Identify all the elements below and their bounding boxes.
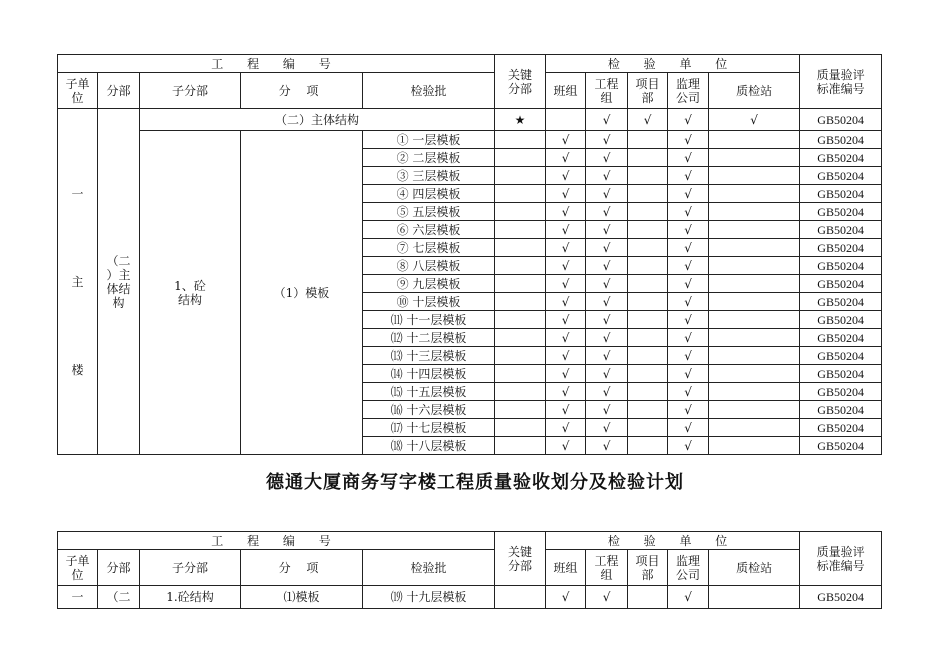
team-cell: √ [546, 329, 586, 347]
project-dept-cell [628, 221, 668, 239]
team-cell: √ [546, 185, 586, 203]
project-dept-header: 项目 部 [628, 73, 668, 109]
project-dept-cell [628, 329, 668, 347]
key-cell [495, 365, 546, 383]
project-dept-cell [628, 131, 668, 149]
supervisor-cell: √ [668, 131, 709, 149]
qc-station-cell [709, 329, 800, 347]
team-cell: √ [546, 383, 586, 401]
standard-cell: GB50204 [800, 586, 882, 609]
supervisor-cell: √ [668, 311, 709, 329]
sub-unit-char-3: 楼 [71, 362, 84, 377]
project-dept-cell [628, 311, 668, 329]
key-cell [495, 586, 546, 609]
supervisor-cell: √ [668, 365, 709, 383]
project-dept-cell [628, 275, 668, 293]
project-dept-cell [628, 437, 668, 455]
batch-cell: ⒅ 十八层模板 [363, 437, 495, 455]
inspection-table-1 [57, 54, 882, 455]
batch-cell: ⑨ 九层模板 [363, 275, 495, 293]
supervisor-cell: √ [668, 239, 709, 257]
eng-team-header: 工程 组 [586, 550, 628, 586]
sub-unit-cell [58, 109, 98, 455]
project-dept-header: 项目 部 [628, 550, 668, 586]
key-cell [495, 293, 546, 311]
batch-cell: ⒂ 十五层模板 [363, 383, 495, 401]
standard-cell: GB50204 [800, 347, 882, 365]
team-cell: √ [546, 419, 586, 437]
eng-team-cell: √ [586, 167, 628, 185]
team-header: 班组 [546, 550, 586, 586]
batch-cell: ⑤ 五层模板 [363, 203, 495, 221]
qc-station-cell [709, 347, 800, 365]
eng-team-cell: √ [586, 221, 628, 239]
eng-team-cell: √ [586, 329, 628, 347]
supervisor-cell: √ [668, 401, 709, 419]
supervisor-cell: √ [668, 167, 709, 185]
supervisor-cell: √ [668, 221, 709, 239]
sub-unit-char-1: 一 [71, 186, 84, 201]
division-cell: （二 [98, 586, 140, 609]
batch-cell: ① 一层模板 [363, 131, 495, 149]
standard-cell: GB50204 [800, 365, 882, 383]
section-standard: GB50204 [800, 109, 882, 131]
team-cell: √ [546, 149, 586, 167]
key-cell [495, 401, 546, 419]
key-cell [495, 257, 546, 275]
team-cell: √ [546, 293, 586, 311]
inspection-table-2 [57, 531, 882, 609]
sub-unit-char-2: 主 [71, 274, 84, 289]
supervisor-cell: √ [668, 329, 709, 347]
division-cell: （二 ）主 体结 构 [98, 109, 140, 455]
eng-team-cell: √ [586, 347, 628, 365]
standard-cell: GB50204 [800, 203, 882, 221]
project-dept-cell [628, 347, 668, 365]
supervisor-cell: √ [668, 257, 709, 275]
eng-team-cell: √ [586, 365, 628, 383]
standard-cell: GB50204 [800, 239, 882, 257]
project-dept-cell [628, 203, 668, 221]
eng-team-cell: √ [586, 401, 628, 419]
key-cell [495, 347, 546, 365]
item-cell: （1）模板 [241, 131, 363, 455]
team-cell: √ [546, 365, 586, 383]
supervisor-cell: √ [668, 383, 709, 401]
supervisor-cell: √ [668, 149, 709, 167]
standard-cell: GB50204 [800, 419, 882, 437]
team-cell: √ [546, 167, 586, 185]
qc-station-cell [709, 293, 800, 311]
key-cell [495, 311, 546, 329]
key-cell [495, 221, 546, 239]
key-cell [495, 275, 546, 293]
standard-cell: GB50204 [800, 329, 882, 347]
eng-team-cell: √ [586, 437, 628, 455]
qc-station-header: 质检站 [709, 550, 800, 586]
project-code-header: 工 程 编 号 [58, 532, 495, 550]
batch-cell: ⑦ 七层模板 [363, 239, 495, 257]
batch-header: 检验批 [363, 73, 495, 109]
qc-station-cell [709, 221, 800, 239]
qc-station-cell [709, 311, 800, 329]
key-subdivision-header: 关键 分部 [495, 532, 546, 586]
team-header: 班组 [546, 73, 586, 109]
standard-cell: GB50204 [800, 383, 882, 401]
team-cell: √ [546, 347, 586, 365]
batch-cell: ⑩ 十层模板 [363, 293, 495, 311]
section-project-dept: √ [628, 109, 668, 131]
eng-team-cell: √ [586, 383, 628, 401]
standard-cell: GB50204 [800, 311, 882, 329]
team-cell: √ [546, 275, 586, 293]
standard-no-header: 质量验评 标准编号 [800, 55, 882, 109]
qc-station-cell [709, 167, 800, 185]
eng-team-cell: √ [586, 257, 628, 275]
item-cell: ⑴模板 [241, 586, 363, 609]
project-dept-cell [628, 586, 668, 609]
section-label: （二）主体结构 [140, 109, 495, 131]
qc-station-cell [709, 586, 800, 609]
batch-cell: ③ 三层模板 [363, 167, 495, 185]
standard-no-header: 质量验评 标准编号 [800, 532, 882, 586]
supervisor-cell: √ [668, 419, 709, 437]
standard-cell: GB50204 [800, 185, 882, 203]
project-dept-cell [628, 239, 668, 257]
team-cell: √ [546, 311, 586, 329]
eng-team-header: 工程 组 [586, 73, 628, 109]
team-cell: √ [546, 203, 586, 221]
inspection-units-header: 检 验 单 位 [546, 55, 800, 73]
sub-unit-cell: 一 [58, 586, 98, 609]
batch-cell: ⒄ 十七层模板 [363, 419, 495, 437]
supervisor-cell: √ [668, 203, 709, 221]
qc-station-cell [709, 131, 800, 149]
project-dept-cell [628, 257, 668, 275]
eng-team-cell: √ [586, 419, 628, 437]
team-cell: √ [546, 131, 586, 149]
eng-team-cell: √ [586, 203, 628, 221]
batch-cell: ⑥ 六层模板 [363, 221, 495, 239]
batch-header: 检验批 [363, 550, 495, 586]
team-cell: √ [546, 239, 586, 257]
supervisor-cell: √ [668, 185, 709, 203]
sub-unit-header: 子单 位 [58, 550, 98, 586]
batch-cell: ④ 四层模板 [363, 185, 495, 203]
supervisor-cell: √ [668, 347, 709, 365]
document-title: 德通大厦商务写字楼工程质量验收划分及检验计划 [266, 472, 684, 493]
section-key-mark: ★ [495, 109, 546, 131]
item-header: 分 项 [241, 550, 363, 586]
eng-team-cell: √ [586, 239, 628, 257]
project-dept-cell [628, 149, 668, 167]
qc-station-cell [709, 257, 800, 275]
team-cell: √ [546, 401, 586, 419]
eng-team-cell: √ [586, 275, 628, 293]
supervisor-cell: √ [668, 293, 709, 311]
key-cell [495, 419, 546, 437]
key-cell [495, 185, 546, 203]
project-dept-cell [628, 293, 668, 311]
item-header: 分 项 [241, 73, 363, 109]
qc-station-header: 质检站 [709, 73, 800, 109]
standard-cell: GB50204 [800, 149, 882, 167]
team-cell: √ [546, 257, 586, 275]
project-dept-cell [628, 167, 668, 185]
qc-station-cell [709, 383, 800, 401]
sub-division-cell: 1、砼 结构 [140, 131, 241, 455]
qc-station-cell [709, 437, 800, 455]
project-dept-cell [628, 365, 668, 383]
section-eng-team: √ [586, 109, 628, 131]
project-dept-cell [628, 383, 668, 401]
sub-division-header: 子分部 [140, 550, 241, 586]
inspection-units-header: 检 验 单 位 [546, 532, 800, 550]
qc-station-cell [709, 419, 800, 437]
section-team [546, 109, 586, 131]
key-cell [495, 149, 546, 167]
qc-station-cell [709, 149, 800, 167]
supervisor-header: 监理 公司 [668, 73, 709, 109]
batch-cell: ⒆ 十九层模板 [363, 586, 495, 609]
supervisor-header: 监理 公司 [668, 550, 709, 586]
key-cell [495, 131, 546, 149]
qc-station-cell [709, 203, 800, 221]
standard-cell: GB50204 [800, 167, 882, 185]
key-cell [495, 203, 546, 221]
team-cell: √ [546, 437, 586, 455]
batch-cell: ⒁ 十四层模板 [363, 365, 495, 383]
section-supervisor: √ [668, 109, 709, 131]
sub-division-cell: 1.砼结构 [140, 586, 241, 609]
key-cell [495, 437, 546, 455]
supervisor-cell: √ [668, 437, 709, 455]
key-cell [495, 167, 546, 185]
standard-cell: GB50204 [800, 221, 882, 239]
supervisor-cell: √ [668, 586, 709, 609]
sub-division-header: 子分部 [140, 73, 241, 109]
eng-team-cell: √ [586, 311, 628, 329]
project-dept-cell [628, 419, 668, 437]
batch-cell: ⑾ 十一层模板 [363, 311, 495, 329]
qc-station-cell [709, 365, 800, 383]
standard-cell: GB50204 [800, 293, 882, 311]
batch-cell: ⒀ 十三层模板 [363, 347, 495, 365]
key-cell [495, 329, 546, 347]
project-code-header: 工 程 编 号 [58, 55, 495, 73]
eng-team-cell: √ [586, 131, 628, 149]
division-header: 分部 [98, 73, 140, 109]
standard-cell: GB50204 [800, 437, 882, 455]
team-cell: √ [546, 586, 586, 609]
standard-cell: GB50204 [800, 131, 882, 149]
project-dept-cell [628, 185, 668, 203]
supervisor-cell: √ [668, 275, 709, 293]
eng-team-cell: √ [586, 149, 628, 167]
key-cell [495, 239, 546, 257]
eng-team-cell: √ [586, 293, 628, 311]
division-header: 分部 [98, 550, 140, 586]
team-cell: √ [546, 221, 586, 239]
key-cell [495, 383, 546, 401]
qc-station-cell [709, 275, 800, 293]
sub-unit-header: 子单 位 [58, 73, 98, 109]
qc-station-cell [709, 401, 800, 419]
key-subdivision-header: 关键 分部 [495, 55, 546, 109]
batch-cell: ② 二层模板 [363, 149, 495, 167]
qc-station-cell [709, 239, 800, 257]
project-dept-cell [628, 401, 668, 419]
batch-cell: ⑿ 十二层模板 [363, 329, 495, 347]
qc-station-cell [709, 185, 800, 203]
batch-cell: ⒃ 十六层模板 [363, 401, 495, 419]
batch-cell: ⑧ 八层模板 [363, 257, 495, 275]
standard-cell: GB50204 [800, 401, 882, 419]
eng-team-cell: √ [586, 586, 628, 609]
eng-team-cell: √ [586, 185, 628, 203]
standard-cell: GB50204 [800, 275, 882, 293]
standard-cell: GB50204 [800, 257, 882, 275]
section-qc-station: √ [709, 109, 800, 131]
